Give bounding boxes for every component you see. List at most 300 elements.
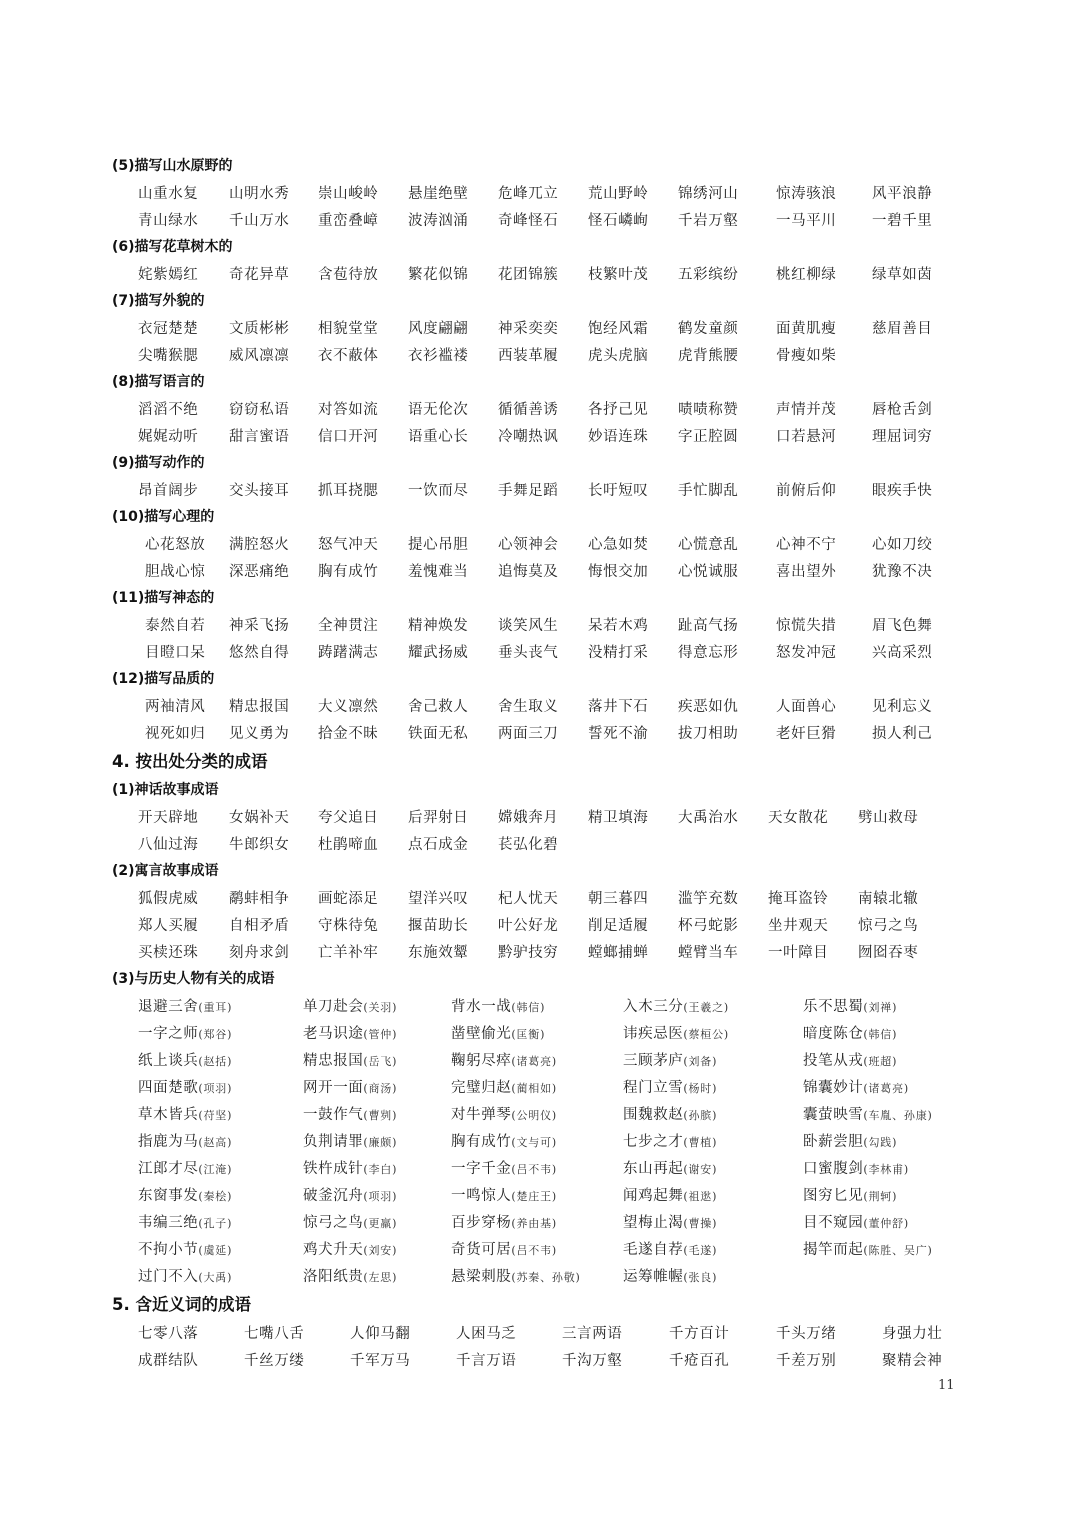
idiom-item: 字正腔圆 — [678, 429, 739, 445]
idiom-item: 锦绣河山 — [678, 186, 739, 202]
idiom-item: 人仰马翻 — [350, 1326, 411, 1342]
idiom-item — [138, 1104, 232, 1127]
idiom-item: 昂首阔步 — [138, 483, 199, 499]
idiom-item: 没精打采 — [588, 645, 649, 661]
idiom-item: 七零八落 — [138, 1326, 199, 1342]
idiom-item: 满腔怒火 — [229, 537, 290, 553]
person-note: (韩信) — [863, 1028, 898, 1041]
idiom-item — [803, 1050, 897, 1073]
idiom-item: 滥竽充数 — [678, 891, 739, 907]
idiom-item: 叶公好龙 — [498, 918, 559, 934]
person-note: (苻坚) — [198, 1109, 233, 1122]
idiom-item: 相貌堂堂 — [318, 321, 379, 337]
idiom-item: 舍己救人 — [408, 699, 469, 715]
idiom-text: 凿壁偷光 — [451, 1026, 512, 1042]
idiom-item — [451, 1104, 557, 1127]
subsection-heading: (5)描写山水原野的 — [112, 158, 233, 174]
idiom-text: 东窗事发 — [138, 1188, 199, 1204]
person-note: (岳飞) — [363, 1055, 398, 1068]
idiom-item — [623, 1050, 717, 1073]
idiom-item: 千头万绪 — [776, 1326, 837, 1342]
idiom-item: 精卫填海 — [588, 810, 649, 826]
person-note: (匡衡) — [511, 1028, 546, 1041]
idiom-item: 长吁短叹 — [588, 483, 649, 499]
idiom-item — [803, 1104, 933, 1127]
idiom-item — [138, 1185, 232, 1208]
idiom-item — [303, 996, 397, 1019]
idiom-item: 胆战心惊 — [145, 564, 206, 580]
person-note: (左思) — [363, 1271, 398, 1284]
idiom-item: 信口开河 — [318, 429, 379, 445]
idiom-item — [138, 1239, 232, 1262]
idiom-item: 风平浪静 — [872, 186, 933, 202]
idiom-item — [803, 1239, 933, 1262]
section-heading: 5. 含近义词的成语 — [112, 1295, 251, 1314]
person-note: (祖逖) — [683, 1190, 718, 1203]
idiom-item — [451, 1266, 581, 1289]
idiom-item: 画蛇添足 — [318, 891, 379, 907]
idiom-item: 天女散花 — [768, 810, 829, 826]
idiom-item — [623, 996, 729, 1019]
person-note: (曹植) — [683, 1136, 718, 1149]
subsection-heading: (7)描写外貌的 — [112, 293, 205, 309]
idiom-item: 兴高采烈 — [872, 645, 933, 661]
idiom-item — [451, 1131, 557, 1154]
idiom-item: 荒山野岭 — [588, 186, 649, 202]
person-note: (公明仪) — [511, 1109, 557, 1122]
idiom-item: 心急如焚 — [588, 537, 649, 553]
person-note: (陈胜、吴广) — [863, 1244, 933, 1257]
idiom-item: 苌弘化碧 — [498, 837, 559, 853]
idiom-item: 千方百计 — [669, 1326, 730, 1342]
idiom-item: 拾金不昧 — [318, 726, 379, 742]
idiom-item: 心慌意乱 — [678, 537, 739, 553]
idiom-item: 语无伦次 — [408, 402, 469, 418]
idiom-text: 围魏救赵 — [623, 1107, 684, 1123]
idiom-item: 铁面无私 — [408, 726, 469, 742]
idiom-item: 花团锦簇 — [498, 267, 559, 283]
idiom-item — [623, 1158, 717, 1181]
idiom-item: 杯弓蛇影 — [678, 918, 739, 934]
idiom-item: 身强力壮 — [882, 1326, 943, 1342]
person-note: (王羲之) — [683, 1001, 729, 1014]
idiom-item: 泰然自若 — [145, 618, 206, 634]
idiom-item — [451, 1158, 557, 1181]
idiom-item — [303, 1077, 397, 1100]
idiom-item: 怪石嶙峋 — [588, 213, 649, 229]
idiom-text: 鸡犬升天 — [303, 1242, 364, 1258]
idiom-item: 耀武扬威 — [408, 645, 469, 661]
idiom-item: 垂头丧气 — [498, 645, 559, 661]
idiom-text: 指鹿为马 — [138, 1134, 199, 1150]
idiom-item: 心领神会 — [498, 537, 559, 553]
idiom-item: 七嘴八舌 — [244, 1326, 305, 1342]
idiom-item: 拔刀相助 — [678, 726, 739, 742]
idiom-text: 一字之师 — [138, 1026, 199, 1042]
idiom-item: 眉飞色舞 — [872, 618, 933, 634]
idiom-item: 枝繁叶茂 — [588, 267, 649, 283]
idiom-item: 千丝万缕 — [244, 1353, 305, 1369]
idiom-item: 文质彬彬 — [229, 321, 290, 337]
idiom-item: 手忙脚乱 — [678, 483, 739, 499]
idiom-item: 开天辟地 — [138, 810, 199, 826]
subsection-heading: (6)描写花草树木的 — [112, 239, 233, 255]
person-note: (管仲) — [363, 1028, 398, 1041]
idiom-text: 完璧归赵 — [451, 1080, 512, 1096]
person-note: (秦桧) — [198, 1190, 233, 1203]
idiom-item: 视死如归 — [145, 726, 206, 742]
idiom-item: 千沟万壑 — [562, 1353, 623, 1369]
idiom-item: 螳螂捕蝉 — [588, 945, 649, 961]
idiom-item: 各抒己见 — [588, 402, 649, 418]
idiom-item — [451, 1185, 557, 1208]
person-note: (廉颇) — [363, 1136, 398, 1149]
person-note: (蔺相如) — [511, 1082, 557, 1095]
idiom-item: 唇枪舌剑 — [872, 402, 933, 418]
idiom-item: 深恶痛绝 — [229, 564, 290, 580]
idiom-item — [138, 1158, 232, 1181]
idiom-item: 自相矛盾 — [229, 918, 290, 934]
subsection-heading: (3)与历史人物有关的成语 — [112, 971, 275, 987]
person-note: (诸葛亮) — [511, 1055, 557, 1068]
idiom-item: 誓死不渝 — [588, 726, 649, 742]
person-note: (养由基) — [511, 1217, 557, 1230]
idiom-item: 落井下石 — [588, 699, 649, 715]
idiom-item — [623, 1212, 717, 1235]
idiom-item — [803, 1185, 897, 1208]
person-note: (商汤) — [363, 1082, 398, 1095]
idiom-text: 不拘小节 — [138, 1242, 199, 1258]
idiom-text: 铁杵成针 — [303, 1161, 364, 1177]
idiom-item: 衣不蔽体 — [318, 348, 379, 364]
person-note: (张良) — [683, 1271, 718, 1284]
idiom-item — [803, 1077, 909, 1100]
person-note: (刘安) — [363, 1244, 398, 1257]
idiom-text: 目不窥园 — [803, 1215, 864, 1231]
idiom-text: 运筹帷幄 — [623, 1269, 684, 1285]
idiom-text: 投笔从戎 — [803, 1053, 864, 1069]
idiom-text: 老马识途 — [303, 1026, 364, 1042]
idiom-item — [138, 1131, 232, 1154]
idiom-item: 风度翩翩 — [408, 321, 469, 337]
idiom-item: 千军万马 — [350, 1353, 411, 1369]
idiom-item: 杜鹃啼血 — [318, 837, 379, 853]
person-note: (重耳) — [198, 1001, 233, 1014]
idiom-item: 崇山峻岭 — [318, 186, 379, 202]
idiom-item: 山明水秀 — [229, 186, 290, 202]
idiom-item: 望洋兴叹 — [408, 891, 469, 907]
person-note: (车胤、孙康) — [863, 1109, 933, 1122]
person-note: (杨时) — [683, 1082, 718, 1095]
idiom-item: 奇峰怪石 — [498, 213, 559, 229]
idiom-text: 程门立雪 — [623, 1080, 684, 1096]
idiom-item: 甜言蜜语 — [229, 429, 290, 445]
idiom-item — [303, 1239, 397, 1262]
idiom-item — [803, 1131, 897, 1154]
idiom-item: 神采奕奕 — [498, 321, 559, 337]
idiom-item: 神采飞扬 — [229, 618, 290, 634]
idiom-item — [451, 1050, 557, 1073]
idiom-item: 舍生取义 — [498, 699, 559, 715]
idiom-text: 退避三舍 — [138, 999, 199, 1015]
subsection-heading: (1)神话故事成语 — [112, 782, 219, 798]
idiom-item — [803, 1158, 909, 1181]
idiom-item: 人困马乏 — [456, 1326, 517, 1342]
person-note: (赵括) — [198, 1055, 233, 1068]
idiom-item: 交头接耳 — [229, 483, 290, 499]
person-note: (谢安) — [683, 1163, 718, 1176]
idiom-text: 网开一面 — [303, 1080, 364, 1096]
idiom-item: 衣衫褴褛 — [408, 348, 469, 364]
person-note: (项羽) — [198, 1082, 233, 1095]
idiom-item: 胸有成竹 — [318, 564, 379, 580]
idiom-text: 锦囊妙计 — [803, 1080, 864, 1096]
idiom-item: 心花怒放 — [145, 537, 206, 553]
idiom-item: 削足适履 — [588, 918, 649, 934]
idiom-item: 骨瘦如柴 — [776, 348, 837, 364]
person-note: (孙膑) — [683, 1109, 718, 1122]
idiom-item: 黔驴技穷 — [498, 945, 559, 961]
idiom-item — [803, 996, 897, 1019]
idiom-item: 得意忘形 — [678, 645, 739, 661]
idiom-text: 奇货可居 — [451, 1242, 512, 1258]
idiom-item: 鹬蚌相争 — [229, 891, 290, 907]
idiom-text: 四面楚歌 — [138, 1080, 199, 1096]
person-note: (关羽) — [363, 1001, 398, 1014]
idiom-item: 呆若木鸡 — [588, 618, 649, 634]
idiom-item: 掩耳盗铃 — [768, 891, 829, 907]
idiom-item: 对答如流 — [318, 402, 379, 418]
idiom-item: 眼疾手快 — [872, 483, 933, 499]
person-note: (苏秦、孙敬) — [511, 1271, 581, 1284]
person-note: (孔子) — [198, 1217, 233, 1230]
idiom-item: 成群结队 — [138, 1353, 199, 1369]
idiom-item: 揠苗助长 — [408, 918, 469, 934]
subsection-heading: (10)描写心理的 — [112, 509, 215, 525]
idiom-item: 见义勇为 — [229, 726, 290, 742]
idiom-text: 草木皆兵 — [138, 1107, 199, 1123]
idiom-item: 螳臂当车 — [678, 945, 739, 961]
idiom-item — [303, 1185, 397, 1208]
idiom-item: 喜出望外 — [776, 564, 837, 580]
idiom-item: 坐井观天 — [768, 918, 829, 934]
person-note: (吕不韦) — [511, 1244, 557, 1257]
idiom-item: 踌躇满志 — [318, 645, 379, 661]
idiom-item: 女娲补天 — [229, 810, 290, 826]
person-note: (项羽) — [363, 1190, 398, 1203]
idiom-item: 抓耳挠腮 — [318, 483, 379, 499]
person-note: (李白) — [363, 1163, 398, 1176]
person-note: (李林甫) — [863, 1163, 909, 1176]
idiom-text: 三顾茅庐 — [623, 1053, 684, 1069]
person-note: (班超) — [863, 1055, 898, 1068]
idiom-text: 江郎才尽 — [138, 1161, 199, 1177]
idiom-item: 狐假虎威 — [138, 891, 199, 907]
idiom-item: 牛郎织女 — [229, 837, 290, 853]
idiom-item: 亡羊补牢 — [318, 945, 379, 961]
idiom-item: 三言两语 — [562, 1326, 623, 1342]
idiom-item: 杞人忧天 — [498, 891, 559, 907]
idiom-item: 心如刀绞 — [872, 537, 933, 553]
idiom-item: 千疮百孔 — [669, 1353, 730, 1369]
idiom-item — [623, 1131, 717, 1154]
person-note: (毛遂) — [683, 1244, 718, 1257]
idiom-item: 谈笑风生 — [498, 618, 559, 634]
idiom-item: 老奸巨猾 — [776, 726, 837, 742]
idiom-text: 背水一战 — [451, 999, 512, 1015]
idiom-item: 精神焕发 — [408, 618, 469, 634]
idiom-item — [303, 1266, 397, 1289]
idiom-text: 七步之才 — [623, 1134, 684, 1150]
idiom-item: 声情并茂 — [776, 402, 837, 418]
idiom-item: 嫦娥奔月 — [498, 810, 559, 826]
person-note: (文与可) — [511, 1136, 557, 1149]
idiom-item: 聚精会神 — [882, 1353, 943, 1369]
idiom-item: 危峰兀立 — [498, 186, 559, 202]
idiom-text: 破釜沉舟 — [303, 1188, 364, 1204]
idiom-item: 姹紫嫣红 — [138, 267, 199, 283]
idiom-item: 目瞪口呆 — [145, 645, 206, 661]
idiom-item: 山重水复 — [138, 186, 199, 202]
idiom-item: 点石成金 — [408, 837, 469, 853]
idiom-item: 惊涛骇浪 — [776, 186, 837, 202]
idiom-item — [451, 996, 545, 1019]
person-note: (刘备) — [683, 1055, 718, 1068]
idiom-item: 趾高气扬 — [678, 618, 739, 634]
idiom-item: 威风凛凛 — [229, 348, 290, 364]
idiom-item — [303, 1050, 397, 1073]
idiom-item: 娓娓动听 — [138, 429, 199, 445]
person-note: (刘禅) — [863, 1001, 898, 1014]
idiom-item: 波涛汹涌 — [408, 213, 469, 229]
idiom-item — [138, 1266, 232, 1289]
person-note: (江淹) — [198, 1163, 233, 1176]
idiom-item — [138, 1050, 232, 1073]
idiom-item: 全神贯注 — [318, 618, 379, 634]
idiom-text: 鞠躬尽瘁 — [451, 1053, 512, 1069]
idiom-item: 五彩缤纷 — [678, 267, 739, 283]
idiom-text: 闻鸡起舞 — [623, 1188, 684, 1204]
idiom-item: 青山绿水 — [138, 213, 199, 229]
idiom-item — [623, 1266, 717, 1289]
idiom-item: 悬崖绝壁 — [408, 186, 469, 202]
idiom-item: 前俯后仰 — [776, 483, 837, 499]
idiom-item: 人面兽心 — [776, 699, 837, 715]
idiom-item: 妙语连珠 — [588, 429, 649, 445]
idiom-item: 夸父追日 — [318, 810, 379, 826]
idiom-item — [623, 1239, 717, 1262]
idiom-item — [803, 1023, 897, 1046]
idiom-item: 悔恨交加 — [588, 564, 649, 580]
person-note: (曹刿) — [363, 1109, 398, 1122]
person-note: (诸葛亮) — [863, 1082, 909, 1095]
idiom-item: 追悔莫及 — [498, 564, 559, 580]
subsection-heading: (8)描写语言的 — [112, 374, 205, 390]
idiom-item: 虎头虎脑 — [588, 348, 649, 364]
idiom-item: 含苞待放 — [318, 267, 379, 283]
idiom-item: 绿草如茵 — [872, 267, 933, 283]
idiom-item — [303, 1104, 397, 1127]
idiom-item: 精忠报国 — [229, 699, 290, 715]
person-note: (郑谷) — [198, 1028, 233, 1041]
idiom-item: 一马平川 — [776, 213, 837, 229]
idiom-item: 奇花异草 — [229, 267, 290, 283]
person-note: (蔡桓公) — [683, 1028, 729, 1041]
idiom-item — [803, 1212, 909, 1235]
idiom-item: 惊弓之鸟 — [858, 918, 919, 934]
idiom-item: 买椟还珠 — [138, 945, 199, 961]
idiom-text: 囊萤映雪 — [803, 1107, 864, 1123]
person-note: (吕不韦) — [511, 1163, 557, 1176]
idiom-item: 大禹治水 — [678, 810, 739, 826]
idiom-item — [623, 1104, 717, 1127]
idiom-text: 揭竿而起 — [803, 1242, 864, 1258]
idiom-item: 虎背熊腰 — [678, 348, 739, 364]
idiom-text: 单刀赴会 — [303, 999, 364, 1015]
idiom-item: 两面三刀 — [498, 726, 559, 742]
idiom-item: 冷嘲热讽 — [498, 429, 559, 445]
idiom-text: 洛阳纸贵 — [303, 1269, 364, 1285]
idiom-item: 羞愧难当 — [408, 564, 469, 580]
idiom-text: 胸有成竹 — [451, 1134, 512, 1150]
idiom-text: 精忠报国 — [303, 1053, 364, 1069]
idiom-item: 千山万水 — [229, 213, 290, 229]
idiom-item: 悠然自得 — [229, 645, 290, 661]
idiom-item: 郑人买履 — [138, 918, 199, 934]
idiom-text: 对牛弹琴 — [451, 1107, 512, 1123]
idiom-item — [138, 996, 232, 1019]
idiom-item: 刻舟求剑 — [229, 945, 290, 961]
idiom-text: 暗度陈仓 — [803, 1026, 864, 1042]
idiom-item: 啧啧称赞 — [678, 402, 739, 418]
section-heading: 4. 按出处分类的成语 — [112, 752, 268, 771]
idiom-text: 讳疾忌医 — [623, 1026, 684, 1042]
idiom-item — [623, 1185, 717, 1208]
person-note: (曹操) — [683, 1217, 718, 1230]
idiom-item: 提心吊胆 — [408, 537, 469, 553]
idiom-item: 滔滔不绝 — [138, 402, 199, 418]
idiom-item: 损人利己 — [872, 726, 933, 742]
idiom-item — [303, 1023, 397, 1046]
idiom-item: 口若悬河 — [776, 429, 837, 445]
idiom-item — [303, 1158, 397, 1181]
person-note: (虞延) — [198, 1244, 233, 1257]
idiom-text: 纸上谈兵 — [138, 1053, 199, 1069]
person-note: (更羸) — [363, 1217, 398, 1230]
idiom-item: 两袖清风 — [145, 699, 206, 715]
idiom-text: 过门不入 — [138, 1269, 199, 1285]
idiom-item: 东施效颦 — [408, 945, 469, 961]
idiom-item: 守株待兔 — [318, 918, 379, 934]
idiom-item: 劈山救母 — [858, 810, 919, 826]
idiom-item — [623, 1077, 717, 1100]
idiom-item — [451, 1212, 557, 1235]
idiom-item: 八仙过海 — [138, 837, 199, 853]
idiom-item — [138, 1077, 232, 1100]
subsection-heading: (2)寓言故事成语 — [112, 863, 219, 879]
idiom-item — [303, 1131, 397, 1154]
idiom-item: 后羿射日 — [408, 810, 469, 826]
idiom-item: 语重心长 — [408, 429, 469, 445]
person-note: (韩信) — [511, 1001, 546, 1014]
idiom-item: 囫囵吞枣 — [858, 945, 919, 961]
idiom-item: 面黄肌瘦 — [776, 321, 837, 337]
idiom-item: 南辕北辙 — [858, 891, 919, 907]
idiom-item: 见利忘义 — [872, 699, 933, 715]
idiom-item: 尖嘴猴腮 — [138, 348, 199, 364]
idiom-item: 怒气冲天 — [318, 537, 379, 553]
idiom-text: 口蜜腹剑 — [803, 1161, 864, 1177]
